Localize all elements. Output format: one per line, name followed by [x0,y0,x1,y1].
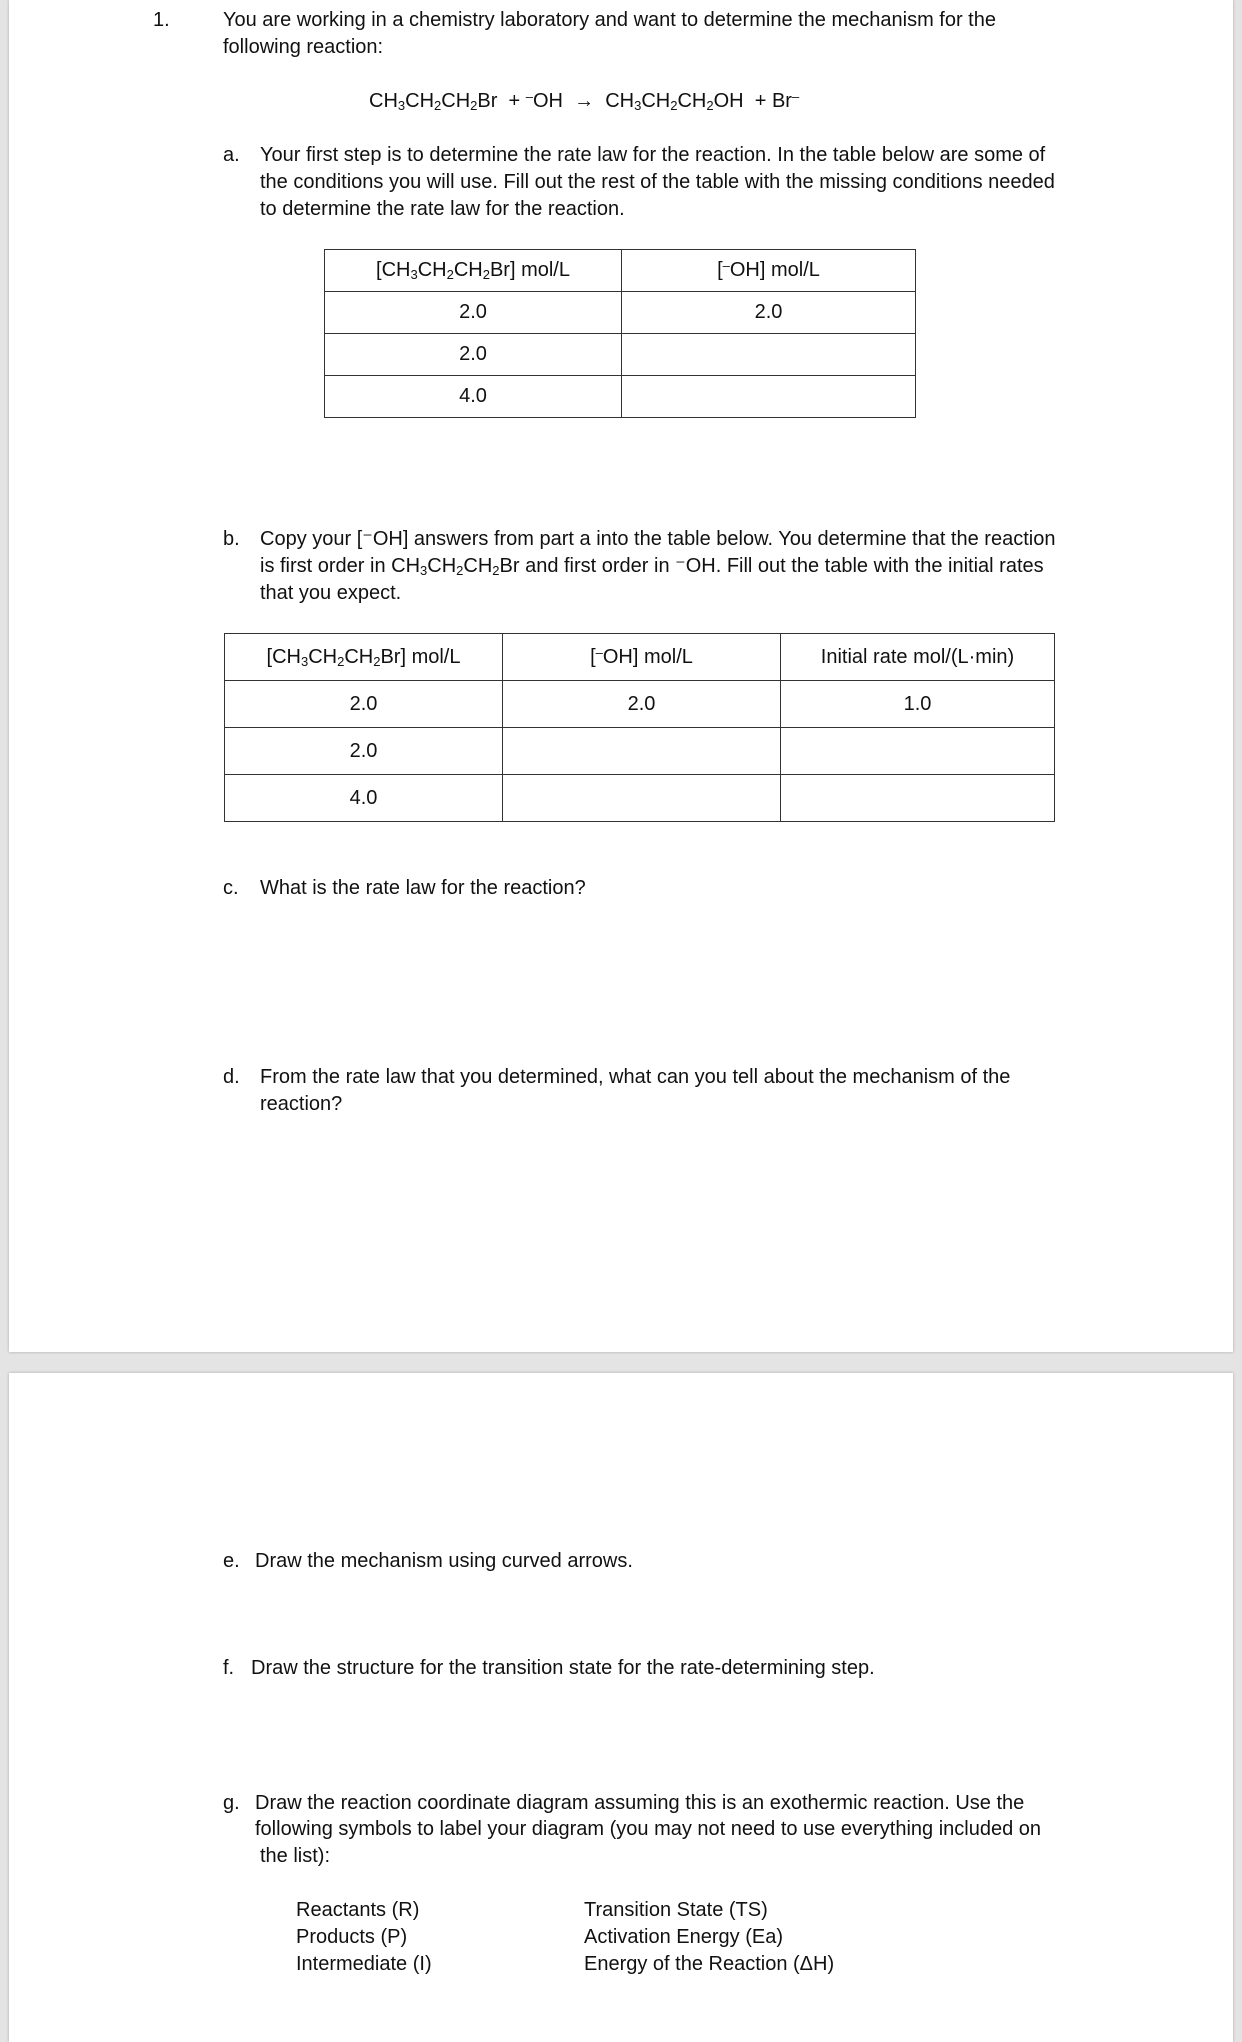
part-e-text: Draw the mechanism using curved arrows. [255,1550,633,1572]
part-g-line-3: the list): [260,1845,331,1867]
table-cell: 2.0 [622,292,916,334]
symbol-intermediate: Intermediate (I) [296,1953,432,1975]
part-a-line-3: to determine the rate law for the reaction. [260,198,625,220]
plus-sign: + [508,90,521,112]
table-row [225,681,1055,728]
part-c-label: c. [223,877,239,899]
part-g-line-2: following symbols to label your diagram (you may not need to use everything included on [255,1818,1041,1840]
table-cell [781,728,1055,775]
part-b-table [224,633,1055,822]
part-d-label: d. [223,1066,240,1088]
symbol-activation-energy: Activation Energy (Ea) [584,1926,783,1948]
table-header-row [225,634,1055,681]
reaction-arrow: → [574,90,595,112]
col-header-initial-rate: Initial rate mol/(L·min) [781,634,1055,681]
table-cell: 2.0 [225,681,503,728]
col-header-bromide: $[CH_3CH_2CH_2Br]$ mol/L [225,634,503,681]
part-g-line-1: Draw the reaction coordinate diagram assuming this is an exothermic reaction. Use the [255,1792,1025,1814]
part-e-label: e. [223,1550,240,1572]
part-b-line-3: that you expect. [260,582,402,604]
table-cell [781,775,1055,822]
part-a-label: a. [223,144,240,166]
symbol-reactants: Reactants (R) [296,1899,420,1921]
part-b-line-2: is first order in $CH_3CH_2CH_2Br$ and first order in ⁻OH. Fill out the table with the initial rates [260,555,1044,578]
table-cell: 2.0 [325,334,622,376]
question-number: 1. [153,9,170,31]
table-cell [622,334,916,376]
table-row [225,775,1055,822]
table-row [325,376,916,418]
col-header-hydroxide: [–OH] mol/L [503,634,781,681]
table-cell [503,728,781,775]
table-cell: 4.0 [225,775,503,822]
table-row [325,292,916,334]
part-c-text: What is the rate law for the reaction? [260,877,586,899]
part-a-line-2: the conditions you will use. Fill out the rest of the table with the missing conditions needed [260,171,1055,193]
table-cell: 2.0 [225,728,503,775]
intro-line-1: You are working in a chemistry laboratory and want to determine the mechanism for the [223,9,996,31]
worksheet-page-1 [9,0,1233,1352]
plus-sign: + [754,90,767,112]
part-d-line-1: From the rate law that you determined, what can you tell about the mechanism of the [260,1066,1011,1088]
part-f-label: f. [223,1657,235,1679]
part-a-table [324,249,916,418]
table-row [225,728,1055,775]
table-row [325,334,916,376]
symbol-reaction-energy: Energy of the Reaction (ΔH) [584,1953,835,1975]
table-cell: 4.0 [325,376,622,418]
part-f-text: Draw the structure for the transition state for the rate-determining step. [251,1657,875,1679]
table-cell [622,376,916,418]
reaction-equation: $CH_3CH_2CH_2Br + ^-OH \to CH_3CH_2CH_2OH + Br^-$ [369,89,800,113]
table-cell: 1.0 [781,681,1055,728]
part-g-label: g. [223,1792,240,1814]
symbol-products: Products (P) [296,1926,408,1948]
col-header-hydroxide: [–OH] mol/L [622,250,916,292]
col-header-bromide: $[CH_3CH_2CH_2Br]$ mol/L [325,250,622,292]
part-b-line-1: Copy your [⁻OH] answers from part a into the table below. You determine that the reaction [260,528,1056,550]
symbol-transition-state: Transition State (TS) [584,1899,768,1921]
part-d-line-2: reaction? [260,1093,343,1115]
table-header-row [325,250,916,292]
part-b-label: b. [223,528,240,550]
intro-line-2: following reaction: [223,36,384,58]
part-a-line-1: Your first step is to determine the rate law for the reaction. In the table below are some of [260,144,1046,166]
table-cell: 2.0 [503,681,781,728]
table-cell: 2.0 [325,292,622,334]
table-cell [503,775,781,822]
worksheet-page-2 [9,1373,1233,2042]
